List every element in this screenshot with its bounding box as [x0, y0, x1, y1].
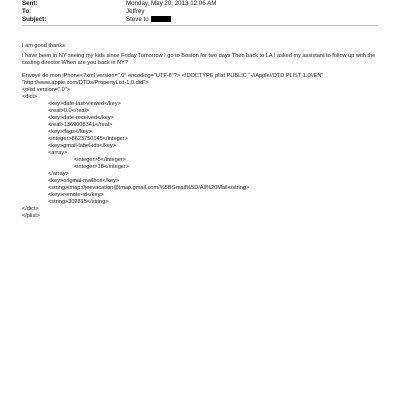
- plist-line: <real>0.0</real>: [48, 108, 90, 114]
- redaction-box: [151, 16, 171, 22]
- plist-line: </plist>: [22, 213, 41, 219]
- plist-line: <key>date-last-viewed</key>: [48, 101, 121, 107]
- plist-line: <key>remote-id</key>: [48, 192, 104, 198]
- plist-line: <integer>18</integer>: [74, 164, 130, 170]
- plist-line: <key>gmail-label-ids</key>: [48, 143, 117, 149]
- plist-line: <key>date-received</key>: [48, 115, 114, 121]
- greeting-text: I am good thanks: [22, 43, 65, 49]
- plist-line: <real>1369008341</real>: [48, 122, 113, 128]
- message-text: I have been in NY seeing my kids since Friday Tomorrow I go to Boston for two days Then back to LA I asked my assistant to follow up with the casting director When are you back in NY?: [22, 53, 376, 66]
- plist-line: <integer>5</integer>: [74, 157, 126, 163]
- subject-value-wrap: [126, 16, 171, 24]
- plist-line: <dict>: [22, 94, 38, 100]
- to-value: Jeffrey: [126, 7, 145, 15]
- sent-label: Sent:: [22, 0, 38, 7]
- plist-line: <key>original-mailbox</key>: [48, 178, 120, 184]
- plist-line: <integer>8623750145</integer>: [48, 136, 128, 142]
- subject-row: [22, 16, 390, 24]
- email-body: [22, 43, 376, 220]
- plist-line: </dict>: [22, 206, 39, 212]
- sent-row: [22, 0, 390, 8]
- email-header: [22, 0, 390, 23]
- subject-value: Steve to: [126, 15, 149, 23]
- plist-line: </array>: [48, 171, 69, 177]
- sent-from-text: Envoyé de mon iPhone<?xml version=".0" encoding="UTF-8"?> <!DOCTYPE plist PUBLIC "-//Apple//DTD PLIST 1.0//EN" "http://www.apple.com/DTDs/PropertyList-1.0.dtd">: [22, 73, 324, 86]
- plist-line: <string>imap://jeevacation@imap.gmail.com/%5BGmail%5D/All%20Mail</string>: [48, 185, 250, 191]
- plist-line: <key>flags</key>: [48, 129, 92, 135]
- to-row: [22, 8, 390, 16]
- header-divider: [22, 25, 378, 26]
- sent-value: Monday, May 20, 2013 12:06 AM: [126, 0, 217, 7]
- plist-line: <array>: [48, 150, 68, 156]
- plist-line: <string>302815</string>: [48, 199, 109, 205]
- plist-line: <plist version=".0">: [22, 87, 70, 93]
- subject-label: Subject:: [22, 15, 47, 23]
- to-label: To:: [22, 7, 32, 15]
